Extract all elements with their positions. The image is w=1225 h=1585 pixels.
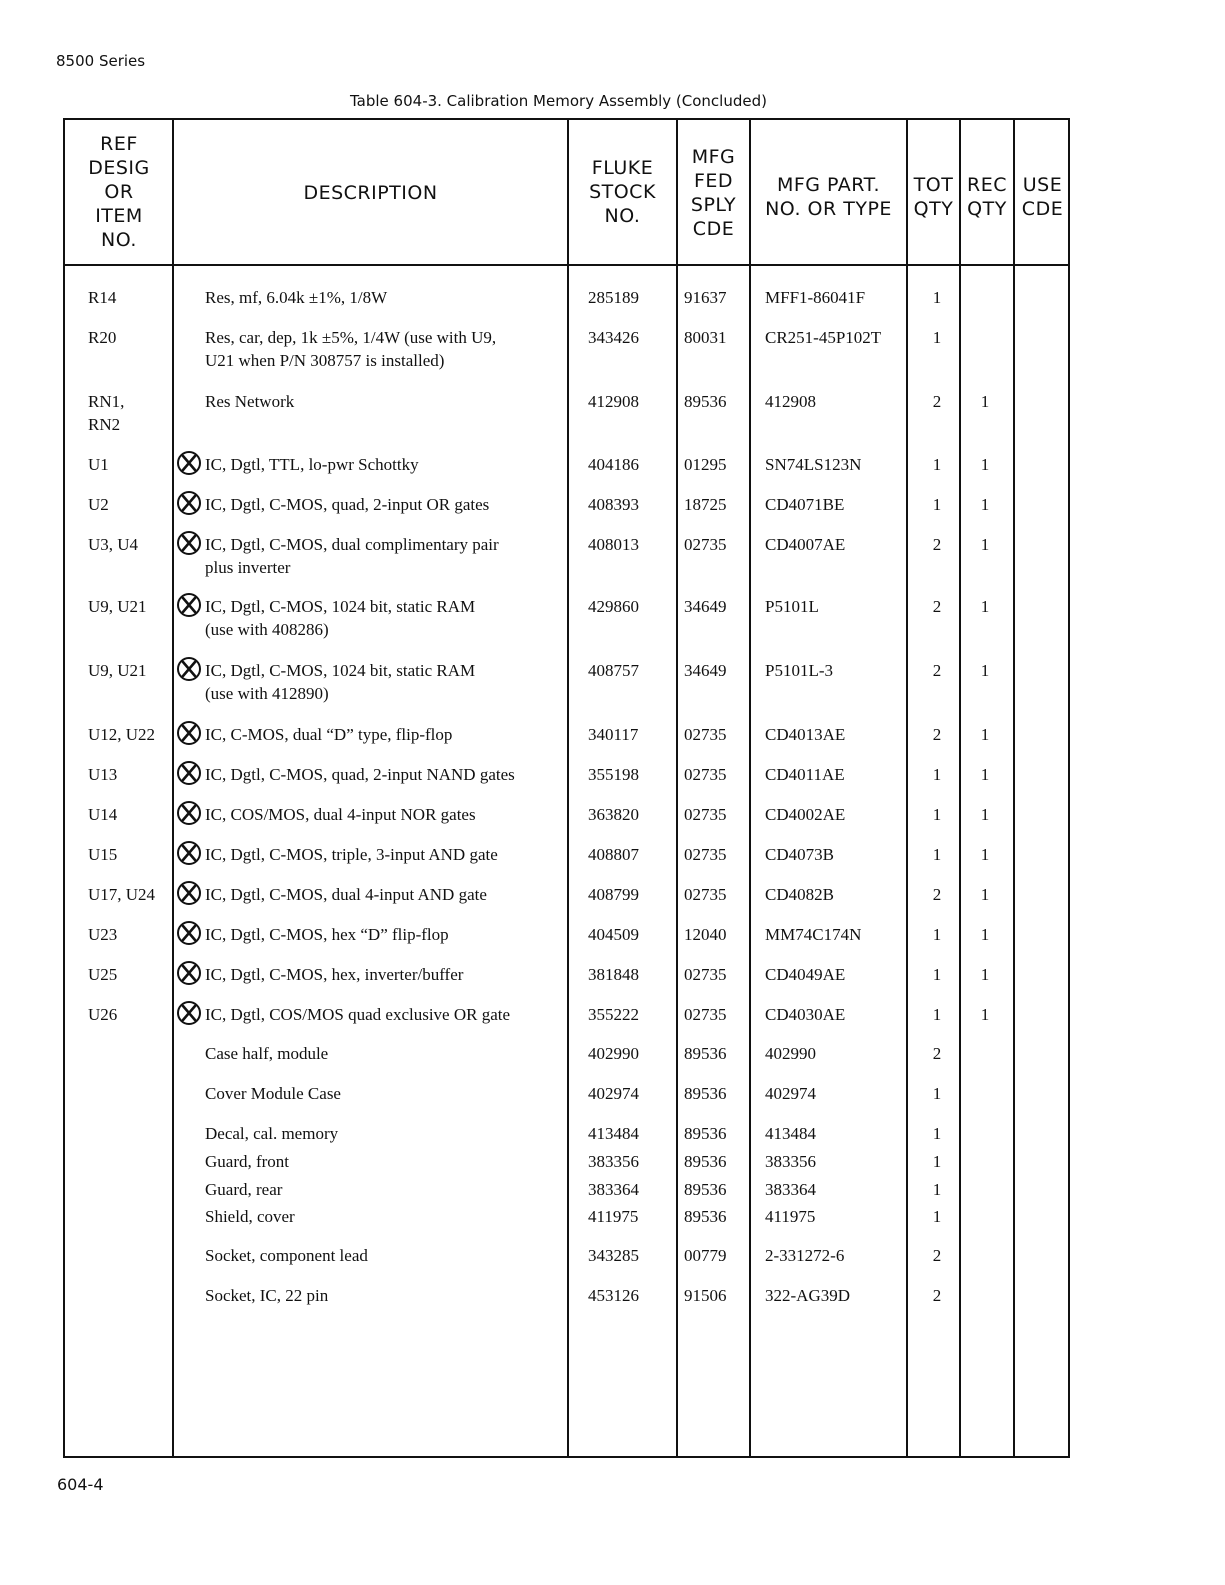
tot-qty-cell: 2 [932, 1246, 942, 1265]
stock-number-cell: 343426 [588, 328, 639, 347]
rec-qty-cell: 1 [980, 965, 990, 984]
rec-qty-cell: 1 [980, 1005, 990, 1024]
description-cell: Cover Module Case [205, 1084, 341, 1103]
description-cell: IC, Dgtl, COS/MOS quad exclusive OR gate [205, 1005, 511, 1024]
stock-number-cell: 404186 [588, 455, 639, 474]
stock-number-cell: 408393 [588, 495, 639, 514]
rec-qty-cell: 1 [980, 495, 990, 514]
static-sensitive-icon [176, 960, 202, 986]
mfg-part-cell: MM74C174N [765, 925, 862, 944]
description-cell: IC, Dgtl, C-MOS, triple, 3-input AND gate [205, 845, 498, 864]
supplier-code-cell: 02735 [684, 1005, 727, 1024]
static-sensitive-icon [176, 720, 202, 746]
col-divider [172, 118, 174, 1458]
stock-number-cell: 413484 [588, 1124, 639, 1143]
rec-qty-cell: 1 [980, 925, 990, 944]
ref-cell: U9, U21 [88, 661, 147, 680]
tot-qty-cell: 2 [932, 661, 942, 680]
mfg-part-cell: 2-331272-6 [765, 1246, 845, 1265]
ref-cell: U14 [88, 805, 118, 824]
col-header-stock: FLUKE STOCK NO. [589, 157, 656, 227]
stock-number-cell: 285189 [588, 288, 639, 307]
ref-cell: U26 [88, 1005, 118, 1024]
tot-qty-cell: 2 [932, 1286, 942, 1305]
rec-qty-cell: 1 [980, 597, 990, 616]
stock-number-cell: 381848 [588, 965, 639, 984]
rec-qty-cell: 1 [980, 845, 990, 864]
static-sensitive-icon [176, 840, 202, 866]
description-cell: IC, Dgtl, C-MOS, 1024 bit, static RAM (use with 412890) [205, 661, 476, 703]
col-header-ref: REF DESIG OR ITEM NO. [88, 133, 150, 251]
description-cell: IC, Dgtl, TTL, lo-pwr Schottky [205, 455, 419, 474]
page-number: 604-4 [57, 1475, 104, 1494]
mfg-part-cell: CD4082B [765, 885, 834, 904]
supplier-code-cell: 01295 [684, 455, 727, 474]
rec-qty-cell: 1 [980, 455, 990, 474]
tot-qty-cell: 2 [932, 392, 942, 411]
supplier-code-cell: 91506 [684, 1286, 727, 1305]
ref-cell: U12, U22 [88, 725, 156, 744]
col-divider [676, 118, 678, 1458]
description-cell: IC, Dgtl, C-MOS, hex, inverter/buffer [205, 965, 464, 984]
tot-qty-cell: 2 [932, 885, 942, 904]
description-cell: IC, Dgtl, C-MOS, dual complimentary pair plus inverter [205, 535, 499, 577]
tot-qty-cell: 1 [932, 765, 942, 784]
ref-cell: U17, U24 [88, 885, 156, 904]
static-sensitive-icon [176, 490, 202, 516]
description-cell: Socket, IC, 22 pin [205, 1286, 329, 1305]
description-cell: Decal, cal. memory [205, 1124, 339, 1143]
supplier-code-cell: 89536 [684, 1152, 727, 1171]
stock-number-cell: 383364 [588, 1180, 639, 1199]
mfg-part-cell: CD4049AE [765, 965, 846, 984]
supplier-code-cell: 02735 [684, 725, 727, 744]
supplier-code-cell: 89536 [684, 1084, 727, 1103]
supplier-code-cell: 89536 [684, 392, 727, 411]
mfg-part-cell: MFF1-86041F [765, 288, 866, 307]
stock-number-cell: 383356 [588, 1152, 639, 1171]
static-sensitive-icon [176, 656, 202, 682]
col-header-tot-qty: TOT QTY [913, 174, 954, 220]
mfg-part-cell: P5101L [765, 597, 819, 616]
stock-number-cell: 343285 [588, 1246, 639, 1265]
tot-qty-cell: 1 [932, 1207, 942, 1226]
mfg-part-cell: CD4002AE [765, 805, 846, 824]
ref-cell: U25 [88, 965, 118, 984]
mfg-part-cell: 383364 [765, 1180, 816, 1199]
ref-cell: U9, U21 [88, 597, 147, 616]
mfg-part-cell: CD4071BE [765, 495, 845, 514]
tot-qty-cell: 1 [932, 1084, 942, 1103]
mfg-part-cell: 411975 [765, 1207, 816, 1226]
tot-qty-cell: 2 [932, 597, 942, 616]
tot-qty-cell: 1 [932, 805, 942, 824]
stock-number-cell: 340117 [588, 725, 639, 744]
rec-qty-cell: 1 [980, 805, 990, 824]
tot-qty-cell: 2 [932, 535, 942, 554]
description-cell: Socket, component lead [205, 1246, 368, 1265]
supplier-code-cell: 89536 [684, 1207, 727, 1226]
static-sensitive-icon [176, 530, 202, 556]
description-cell: IC, Dgtl, C-MOS, hex “D” flip-flop [205, 925, 449, 944]
tot-qty-cell: 1 [932, 1180, 942, 1199]
col-divider [567, 118, 569, 1458]
rec-qty-cell: 1 [980, 661, 990, 680]
mfg-part-cell: CD4013AE [765, 725, 846, 744]
mfg-part-cell: CD4030AE [765, 1005, 846, 1024]
mfg-part-cell: 322-AG39D [765, 1286, 850, 1305]
col-header-use-cde: USE CDE [1021, 174, 1064, 220]
ref-cell: RN1, RN2 [88, 392, 125, 434]
supplier-code-cell: 00779 [684, 1246, 727, 1265]
tot-qty-cell: 1 [932, 1005, 942, 1024]
col-header-code: MFG FED SPLY CDE [690, 146, 737, 240]
supplier-code-cell: 34649 [684, 597, 727, 616]
description-cell: Guard, rear [205, 1180, 283, 1199]
supplier-code-cell: 02735 [684, 535, 727, 554]
col-divider [1013, 118, 1015, 1458]
rec-qty-cell: 1 [980, 725, 990, 744]
tot-qty-cell: 1 [932, 1152, 942, 1171]
supplier-code-cell: 02735 [684, 805, 727, 824]
tot-qty-cell: 1 [932, 925, 942, 944]
description-cell: IC, Dgtl, C-MOS, quad, 2-input OR gates [205, 495, 490, 514]
tot-qty-cell: 1 [932, 1124, 942, 1143]
stock-number-cell: 429860 [588, 597, 639, 616]
mfg-part-cell: CD4007AE [765, 535, 846, 554]
rec-qty-cell: 1 [980, 535, 990, 554]
description-cell: IC, C-MOS, dual “D” type, flip-flop [205, 725, 453, 744]
stock-number-cell: 453126 [588, 1286, 639, 1305]
supplier-code-cell: 91637 [684, 288, 727, 307]
static-sensitive-icon [176, 760, 202, 786]
description-cell: Res Network [205, 392, 295, 411]
description-cell: Res, mf, 6.04k ±1%, 1/8W [205, 288, 388, 307]
tot-qty-cell: 2 [932, 1044, 942, 1063]
col-divider [959, 118, 961, 1458]
description-cell: Shield, cover [205, 1207, 295, 1226]
rec-qty-cell: 1 [980, 765, 990, 784]
supplier-code-cell: 02735 [684, 885, 727, 904]
stock-number-cell: 408013 [588, 535, 639, 554]
tot-qty-cell: 1 [932, 328, 942, 347]
tot-qty-cell: 2 [932, 725, 942, 744]
supplier-code-cell: 18725 [684, 495, 727, 514]
tot-qty-cell: 1 [932, 288, 942, 307]
tot-qty-cell: 1 [932, 455, 942, 474]
description-cell: IC, Dgtl, C-MOS, quad, 2-input NAND gates [205, 765, 515, 784]
description-cell: IC, COS/MOS, dual 4-input NOR gates [205, 805, 476, 824]
table-title: Table 604-3. Calibration Memory Assembly (Concluded) [350, 92, 767, 110]
ref-cell: U1 [88, 455, 109, 474]
description-cell: IC, Dgtl, C-MOS, 1024 bit, static RAM (use with 408286) [205, 597, 476, 639]
mfg-part-cell: P5101L-3 [765, 661, 833, 680]
stock-number-cell: 408757 [588, 661, 639, 680]
description-cell: Case half, module [205, 1044, 329, 1063]
supplier-code-cell: 02735 [684, 965, 727, 984]
mfg-part-cell: 383356 [765, 1152, 816, 1171]
static-sensitive-icon [176, 920, 202, 946]
supplier-code-cell: 12040 [684, 925, 727, 944]
stock-number-cell: 408807 [588, 845, 639, 864]
mfg-part-cell: 402990 [765, 1044, 816, 1063]
description-cell: IC, Dgtl, C-MOS, dual 4-input AND gate [205, 885, 487, 904]
stock-number-cell: 402990 [588, 1044, 639, 1063]
ref-cell: U2 [88, 495, 109, 514]
ref-cell: U15 [88, 845, 118, 864]
supplier-code-cell: 02735 [684, 845, 727, 864]
supplier-code-cell: 89536 [684, 1044, 727, 1063]
stock-number-cell: 355222 [588, 1005, 639, 1024]
supplier-code-cell: 89536 [684, 1180, 727, 1199]
static-sensitive-icon [176, 450, 202, 476]
description-cell: Res, car, dep, 1k ±5%, 1/4W (use with U9, U21 when P/N 308757 is installed) [205, 328, 497, 370]
static-sensitive-icon [176, 592, 202, 618]
mfg-part-cell: CD4011AE [765, 765, 845, 784]
ref-cell: U23 [88, 925, 118, 944]
stock-number-cell: 355198 [588, 765, 639, 784]
ref-cell: U3, U4 [88, 535, 139, 554]
mfg-part-cell: SN74LS123N [765, 455, 862, 474]
mfg-part-cell: 413484 [765, 1124, 816, 1143]
col-header-description: DESCRIPTION [303, 182, 438, 204]
col-header-mfg-part: MFG PART. NO. OR TYPE [765, 174, 892, 220]
supplier-code-cell: 02735 [684, 765, 727, 784]
supplier-code-cell: 34649 [684, 661, 727, 680]
stock-number-cell: 404509 [588, 925, 639, 944]
ref-cell: U13 [88, 765, 118, 784]
mfg-part-cell: CR251-45P102T [765, 328, 882, 347]
description-cell: Guard, front [205, 1152, 290, 1171]
series-header: 8500 Series [56, 52, 146, 70]
ref-cell: R20 [88, 328, 117, 347]
tot-qty-cell: 1 [932, 495, 942, 514]
col-header-rec-qty: REC QTY [967, 174, 1007, 220]
static-sensitive-icon [176, 800, 202, 826]
mfg-part-cell: CD4073B [765, 845, 834, 864]
col-divider [906, 118, 908, 1458]
rec-qty-cell: 1 [980, 392, 990, 411]
supplier-code-cell: 89536 [684, 1124, 727, 1143]
rec-qty-cell: 1 [980, 885, 990, 904]
stock-number-cell: 402974 [588, 1084, 639, 1103]
ref-cell: R14 [88, 288, 117, 307]
mfg-part-cell: 412908 [765, 392, 816, 411]
stock-number-cell: 412908 [588, 392, 639, 411]
tot-qty-cell: 1 [932, 965, 942, 984]
supplier-code-cell: 80031 [684, 328, 727, 347]
tot-qty-cell: 1 [932, 845, 942, 864]
mfg-part-cell: 402974 [765, 1084, 816, 1103]
col-divider [749, 118, 751, 1458]
stock-number-cell: 408799 [588, 885, 639, 904]
static-sensitive-icon [176, 880, 202, 906]
static-sensitive-icon [176, 1000, 202, 1026]
stock-number-cell: 411975 [588, 1207, 639, 1226]
stock-number-cell: 363820 [588, 805, 639, 824]
